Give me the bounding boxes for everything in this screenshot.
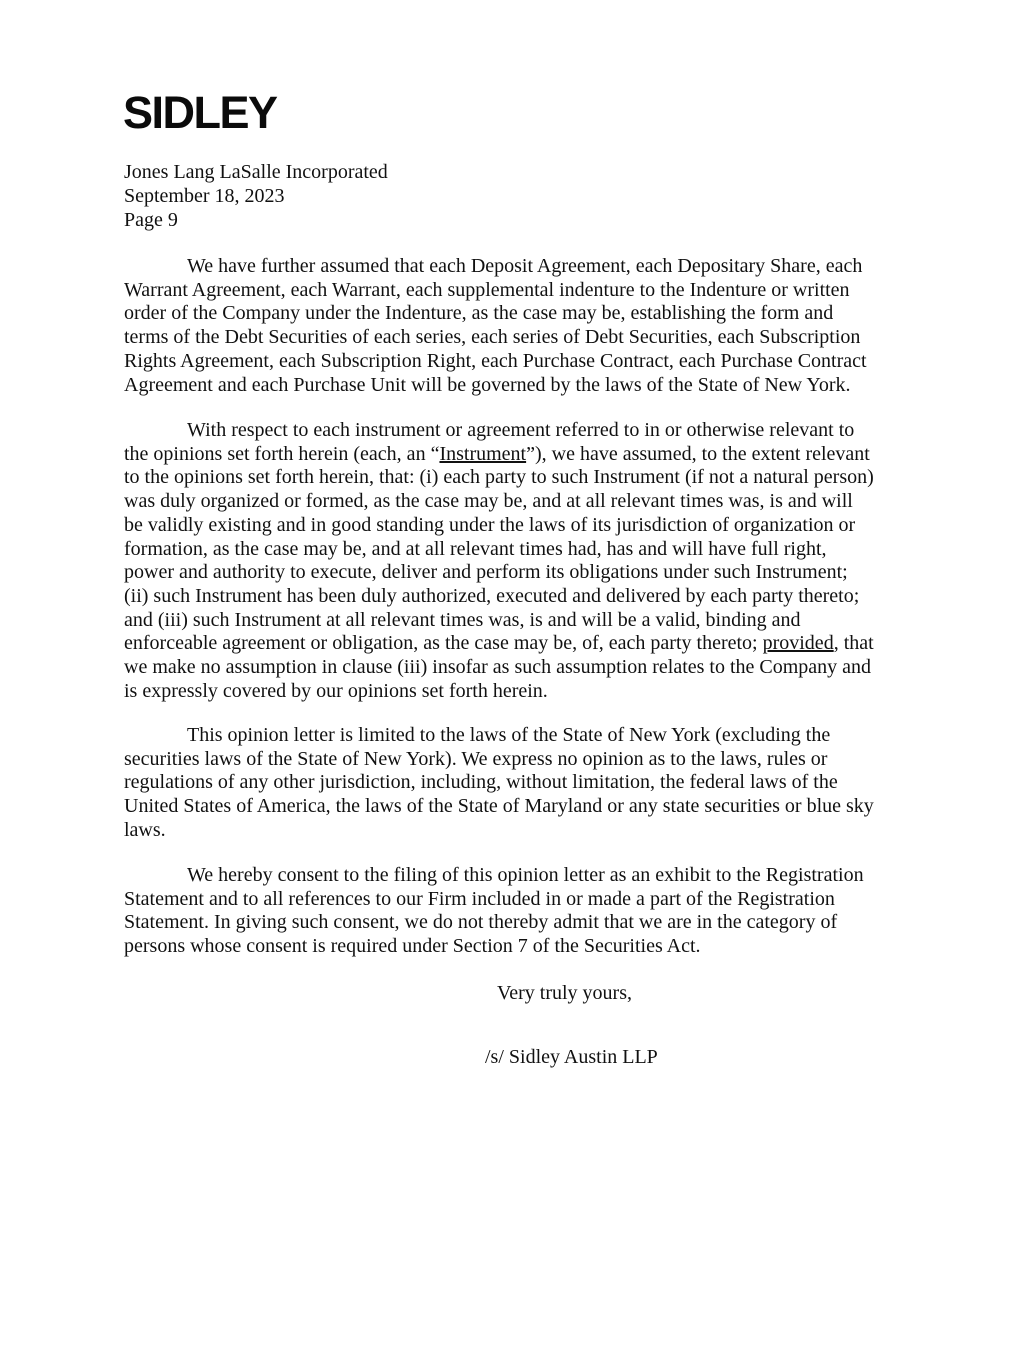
- text-line: Agreement and each Purchase Unit will be governed by the laws of the State of New York.: [124, 373, 851, 396]
- text-line: and (iii) such Instrument at all relevant times was, is and will be a valid, binding and: [124, 608, 801, 631]
- text-line: We hereby consent to the filing of this opinion letter as an exhibit to the Registration: [187, 864, 864, 886]
- defined-term-instrument: Instrument: [439, 442, 527, 465]
- text-line: Rights Agreement, each Subscription Right, each Purchase Contract, each Purchase Contract: [124, 349, 867, 372]
- text-line: terms of the Debt Securities of each series, each series of Debt Securities, each Subscription: [124, 326, 861, 349]
- text-line: Statement and to all references to our Firm included in or made a part of the Registration: [124, 887, 835, 910]
- paragraph-governing-law: [124, 255, 908, 397]
- text-line: was duly organized or formed, as the case may be, and at all relevant times was, is and will: [124, 490, 853, 513]
- text-line: is expressly covered by our opinions set forth herein.: [124, 679, 548, 702]
- text-line: This opinion letter is limited to the laws of the State of New York (excluding the: [187, 724, 831, 746]
- addressee: Jones Lang LaSalle Incorporated: [124, 161, 388, 183]
- text-segment: the opinions set forth herein (each, an “: [124, 442, 440, 465]
- signature-line: /s/ Sidley Austin LLP: [485, 1046, 658, 1068]
- closing-salutation: Very truly yours,: [497, 982, 632, 1004]
- text-line: to the opinions set forth herein, that: (i) each party to such Instrument (if not a natural person): [124, 466, 874, 489]
- text-line: power and authority to execute, deliver and perform its obligations under such Instrument;: [124, 561, 848, 584]
- text-line: Statement. In giving such consent, we do not thereby admit that we are in the category of: [124, 911, 838, 934]
- text-line: We have further assumed that each Deposit Agreement, each Depositary Share, each: [187, 255, 863, 277]
- term-provided: provided: [762, 632, 834, 655]
- letter-date: September 18, 2023: [124, 185, 285, 207]
- paragraph-instrument-assumptions: [124, 419, 908, 703]
- text-line: formation, as the case may be, and at all relevant times had, has and will have full right,: [124, 537, 827, 560]
- text-line: [124, 632, 908, 656]
- text-line: laws.: [124, 818, 166, 841]
- text-line: order of the Company under the Indenture, as the case may be, establishing the form and: [124, 302, 834, 325]
- page-number: Page 9: [124, 209, 178, 231]
- text-segment: , that: [833, 632, 874, 655]
- text-line: securities laws of the State of New York). We express no opinion as to the laws, rules or: [124, 747, 828, 770]
- text-line: we make no assumption in clause (iii) insofar as such assumption relates to the Company and: [124, 656, 872, 679]
- text-line: be validly existing and in good standing under the laws of its jurisdiction of organization or: [124, 513, 856, 536]
- paragraph-opinion-scope: [124, 724, 908, 843]
- letter-header: [124, 160, 388, 232]
- text-line: Warrant Agreement, each Warrant, each supplemental indenture to the Indenture or written: [124, 278, 850, 301]
- text-line: persons whose consent is required under Section 7 of the Securities Act.: [124, 935, 701, 958]
- text-segment: ”), we have assumed, to the extent relevant: [526, 442, 870, 465]
- paragraph-consent: [124, 864, 908, 959]
- text-line: [124, 443, 908, 467]
- text-segment: enforceable agreement or obligation, as the case may be, of, each party thereto;: [124, 632, 763, 655]
- text-line: United States of America, the laws of the State of Maryland or any state securities or blue sky: [124, 795, 874, 818]
- text-line: With respect to each instrument or agreement referred to in or otherwise relevant to: [187, 419, 855, 441]
- sidley-logo: SIDLEY: [123, 87, 277, 138]
- text-line: (ii) such Instrument has been duly authorized, executed and delivered by each party thereto;: [124, 584, 860, 607]
- text-line: regulations of any other jurisdiction, including, without limitation, the federal laws of the: [124, 771, 838, 794]
